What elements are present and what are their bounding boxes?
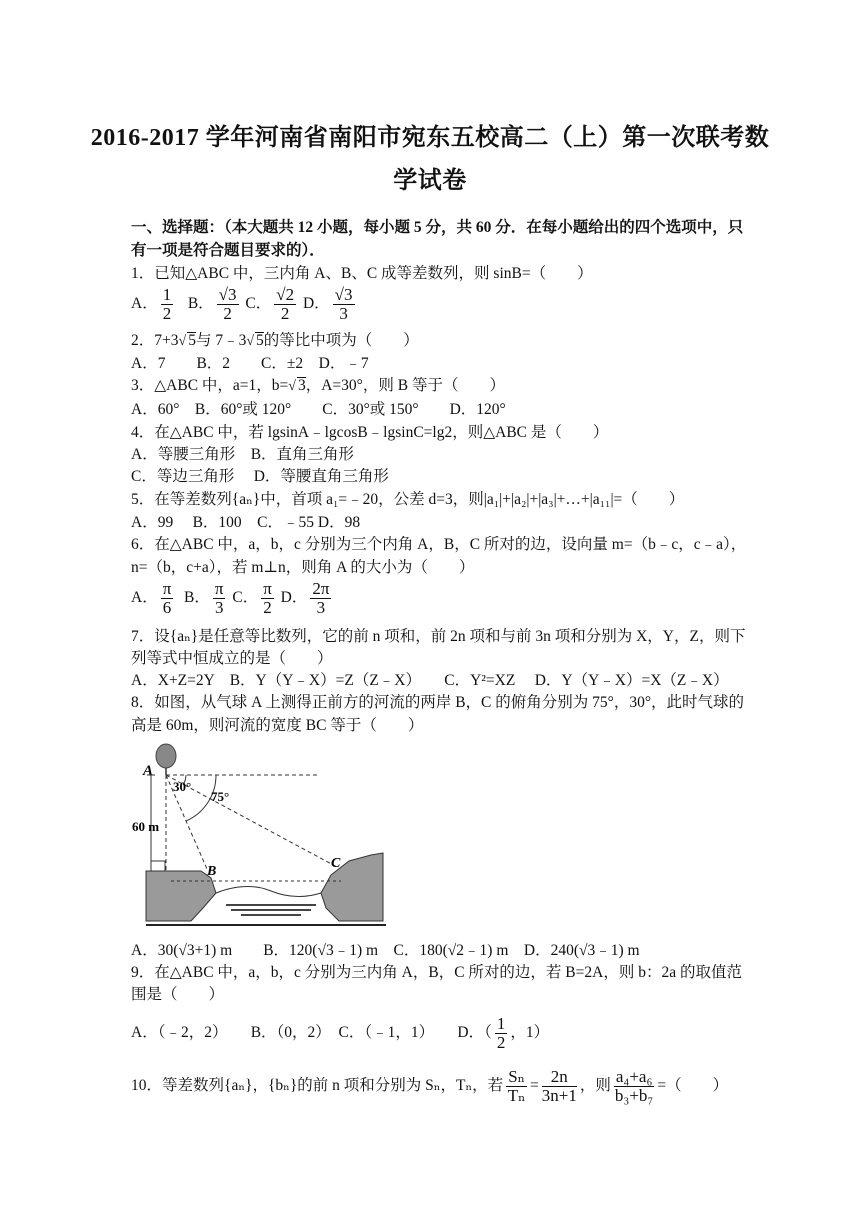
q4-stem: 4．在△ABC 中，若 lgsinA﹣lgcosB﹣lgsinC=lg2，则△ABC 是（ ） <box>131 424 609 441</box>
q8-stem-2: 高是 60m，则河流的宽度 BC 等于（ ） <box>131 717 424 734</box>
q4-options-1: A．等腰三角形 B．直角三角形 <box>131 446 355 463</box>
q6-stem-1: 6．在△ABC 中，a，b，c 分别为三个内角 A，B，C 所对的边，设向量 m=（b﹣c，c﹣a）， <box>131 536 747 553</box>
exam-title-line1: 2016-2017 学年河南省南阳市宛东五校高二（上）第一次联考数 <box>90 125 770 151</box>
q1-frac-d: $\frac{√3}{3}$ <box>334 285 353 323</box>
q10-frac-s-t: $\frac{\text{Sₙ}}{\text{Tₙ}}$ <box>507 1067 526 1105</box>
q9-stem-2: 围是（ ） <box>131 986 225 1003</box>
q2-stem: 2．7+3√ 5与 7﹣3√ 5的等比中项为（ ） <box>131 332 419 349</box>
q1-frac-c: $\frac{√2}{2}$ <box>276 285 295 323</box>
q5-options: A．99 B．100 C．﹣55 D．98 <box>131 514 361 531</box>
q2-options: A．7 B．2 C．±2 D．﹣7 <box>131 355 369 372</box>
section-heading-2: 有一项是符合题目要求的）． <box>131 242 325 259</box>
q10-stem: 10．等差数列{aₙ}，{bₙ}的前 n 项和分别为 Sₙ，Tₙ，若 $\frac{\text{Sₙ}}{\text{Tₙ}}$ = $\frac{2n}{3n+1}$ ，则 $\frac{\text{a₄+a₆}}{\text{b₃+b₇}}$ =（ ） <box>131 1067 729 1105</box>
q6-frac-d: $\frac{2\pi}{3}$ <box>312 579 330 617</box>
q1-opt-b: B． <box>187 295 214 313</box>
q1-opt-c: C． <box>245 295 272 313</box>
q1-options <box>131 286 358 323</box>
label-c: C <box>331 856 341 871</box>
q1-frac-a: $\frac{1}{2}$ <box>162 285 172 323</box>
q7-stem-2: 列等式中恒成立的是（ ） <box>131 650 333 667</box>
q6-stem-2: n=（b，c+a），若 m⊥n，则角 A 的大小为（ ） <box>131 559 475 576</box>
balloon-river-figure <box>131 743 391 931</box>
q7-stem-1: 7．设{aₙ}是任意等比数列，它的前 n 项和，前 2n 项和与前 3n 项和分别为 X，Y，Z，则下 <box>131 628 746 645</box>
q9-options: A．（﹣2，2） B．（0，2） C．（﹣1，1） D．（ $\frac{1}{2}$ ，1） <box>131 1014 550 1052</box>
q7-options: A．X+Z=2Y B．Y（Y﹣X）=Z（Z﹣X） C．Y²=XZ D．Y（Y﹣X）=X（Z﹣X） <box>131 672 729 689</box>
q4-options-2: C．等边三角形 D．等腰直角三角形 <box>131 468 389 485</box>
q6-frac-c: $\frac{\pi}{2}$ <box>263 579 272 617</box>
q1-opt-d: D． <box>302 295 330 313</box>
q8-stem-1: 8．如图，从气球 A 上测得正前方的河流的两岸 B，C 的俯角分别为 75°，30°，此时气球的 <box>131 694 745 711</box>
label-height: 60 m <box>132 819 160 834</box>
label-a: A <box>143 763 154 779</box>
q9-stem-1: 9．在△ABC 中，a，b，c 分别为三内角 A，B，C 所对的边，若 B=2A，则 b：2a 的取值范 <box>131 964 742 981</box>
q3-options: A．60° B．60°或 120° C．30°或 150° D．120° <box>131 401 506 418</box>
q9-frac: $\frac{1}{2}$ <box>496 1014 506 1052</box>
label-angle-30: 30° <box>173 779 192 794</box>
section-heading-1: 一、选择题：（本大题共 12 小题，每小题 5 分，共 60 分．在每小题给出的四个选项中，只 <box>131 219 744 236</box>
q1-opt-a: A． <box>131 295 158 313</box>
q1-frac-b: $\frac{√3}{2}$ <box>218 285 237 323</box>
q10-frac-ab: $\frac{\text{a₄+a₆}}{\text{b₃+b₇}}$ <box>614 1067 654 1105</box>
q6-options: A． $\frac{\pi}{6}$ B． $\frac{\pi}{3}$ C． $\frac{\pi}{2}$ D． $\frac{2\pi}{3}$ <box>131 579 330 617</box>
label-b: B <box>207 864 217 879</box>
q6-frac-a: $\frac{\pi}{6}$ <box>162 579 172 617</box>
q5-stem: 5．在等差数列{aₙ}中，首项 a₁=﹣20，公差 d=3，则|a₁|+|a₂|+|a₃|+…+|a₁₁|=（ ） <box>131 491 685 508</box>
q10-frac-2n: $\frac{2n}{3n+1}$ <box>541 1067 577 1105</box>
q8-options: A．30(√3+1) m B．120(√3﹣1) m C．180(√2﹣1) m D．240(√3﹣1) m <box>131 942 640 959</box>
q1-stem: 1．已知△ABC 中，三内角 A、B、C 成等差数列，则 sinB=（ ） <box>131 265 593 282</box>
q3-stem: 3．△ABC 中，a=1，b=√ 3，A=30°，则 B 等于（ ） <box>131 377 505 394</box>
label-angle-75: 75° <box>211 789 230 804</box>
q6-frac-b: $\frac{\pi}{3}$ <box>214 579 224 617</box>
balloon-shape <box>156 744 176 768</box>
exam-title-line2: 学试卷 <box>393 168 467 194</box>
